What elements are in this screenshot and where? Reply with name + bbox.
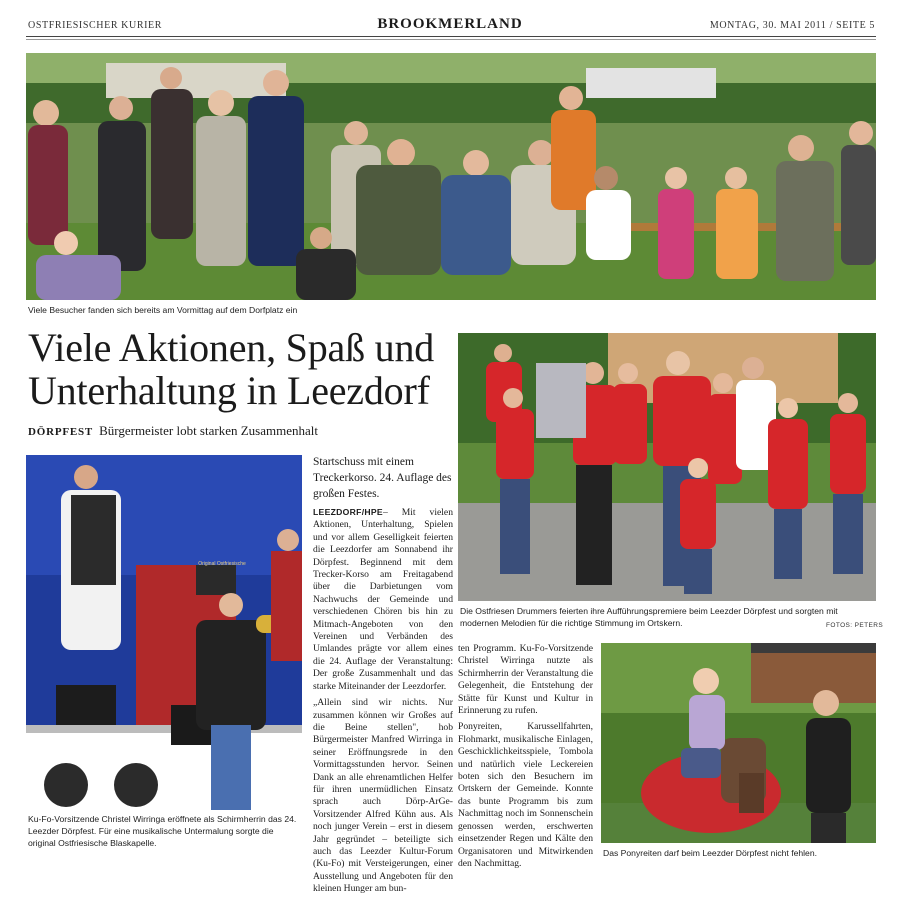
band-photo xyxy=(26,455,302,810)
drummers-photo-caption: Die Ostfriesen Drummers feierten ihre Aufführungspremiere beim Leezder Dörpfest und sorgten mit modernen Melodien für die richtige Stimmung im Ortskern. xyxy=(460,606,838,628)
paragraph: Ponyreiten, Karussellfahrten, Flohmarkt, musikalische Einlagen, Geschicklichkeitsspiele, Tombola und natürlich viele Leckereien boten sich den Besuchern im Ortskern der Gemeinde. Konnte das bunte Programm bis zum Nachmittag noch im Sonnenschein genossen werden, erschwerten einsetzender Regen und Kälte den Organisatoren und Mitwirkenden den Nachmittag. xyxy=(458,721,593,869)
article-column-1 xyxy=(313,506,453,900)
article-dateline: LEEZDORF/HPE xyxy=(313,507,383,517)
crowd-photo-caption: Viele Besucher fanden sich bereits am Vormittag auf dem Dorfplatz ein xyxy=(28,305,298,315)
band-photo-caption: Ku-Fo-Vorsitzende Christel Wirringa eröffnete als Schirmherrin das 24. Leezder Dörpfest. Für eine musikalische Untermalung sorgte die original Ostfriesische Blaskapelle. xyxy=(28,814,297,848)
dateline-page: MONTAG, 30. MAI 2011 / SEITE 5 xyxy=(709,20,875,31)
kicker-text: Bürgermeister lobt starken Zusammenhalt xyxy=(99,423,318,438)
crowd-photo xyxy=(26,53,876,300)
article-headline: Viele Aktionen, Spaß und Unterhaltung in Leezdorf xyxy=(28,325,435,413)
pony-photo-caption: Das Ponyreiten darf beim Leezder Dörpfest nicht fehlen. xyxy=(603,848,818,858)
paragraph: ten Programm. Ku-Fo-Vorsitzende Christel Wirringa nutzte als Schirmherrin der Veranstaltung die Gelegenheit, die Entstehung der Stätte für Kunst und Kultur in Erinnerung zu rufen. xyxy=(458,643,593,717)
header-rule xyxy=(26,36,876,37)
pony-photo xyxy=(601,643,876,843)
paragraph: „Allein sind wir nichts. Nur zusammen können wir Großes auf die Beine stellen", hob Bürgermeister Manfred Wirringa in seiner Eröffnungsrede in den Vormittagsstunden hervor. Seinen Dank an alle ehrenamtlichen Helfer für ihren unermüdlichen Einsatz sprach auch Dörp-ArGe-Vorsitzender Alfred Kühn aus. Als noch junger Verein – erst in diesem Jahr gegründet – beteiligte sich auch das Leezder Kultur-Forum (Ku-Fo) mit Versteigerungen, einer Ausstellung und Angeboten für den kleinen Hunger am bun- xyxy=(313,697,453,895)
article-column-2 xyxy=(458,643,593,874)
article-teaser: Startschuss mit einem Treckerkorso. 24. Auflage des großen Festes. xyxy=(313,456,452,500)
band-sign: Original Ostfriesische xyxy=(198,561,246,567)
kicker-tag: DÖRPFEST xyxy=(28,426,94,438)
photo-credit: FOTOS: PETERS xyxy=(826,622,884,629)
article-kicker xyxy=(28,423,318,439)
section-title: BROOKMERLAND xyxy=(377,16,523,32)
newspaper-name: OSTFRIESISCHER KURIER xyxy=(28,20,163,31)
paragraph: LEEZDORF/HPE– Mit vielen Aktionen, Unterhaltung, Spielen und vor allem Geselligkeit feierten die Leezdorfer am Sonnabend ihr Dörpfest. Beginnend mit dem Trecker-Korso am Freitagabend über die Darbietungen vom Nachwuchs der Gemeinde und verschiedenen Chören bis hin zu Mitmach-Angeboten von den Vereinen und Verbänden des Umlandes prägte vor allem eines die 24. Auflage der Veranstaltung: Der große Zusammenhalt und das starke Miteinander der Leezdorfer. xyxy=(313,507,453,692)
drummers-photo xyxy=(458,333,876,601)
header-rule-thin xyxy=(26,39,876,40)
